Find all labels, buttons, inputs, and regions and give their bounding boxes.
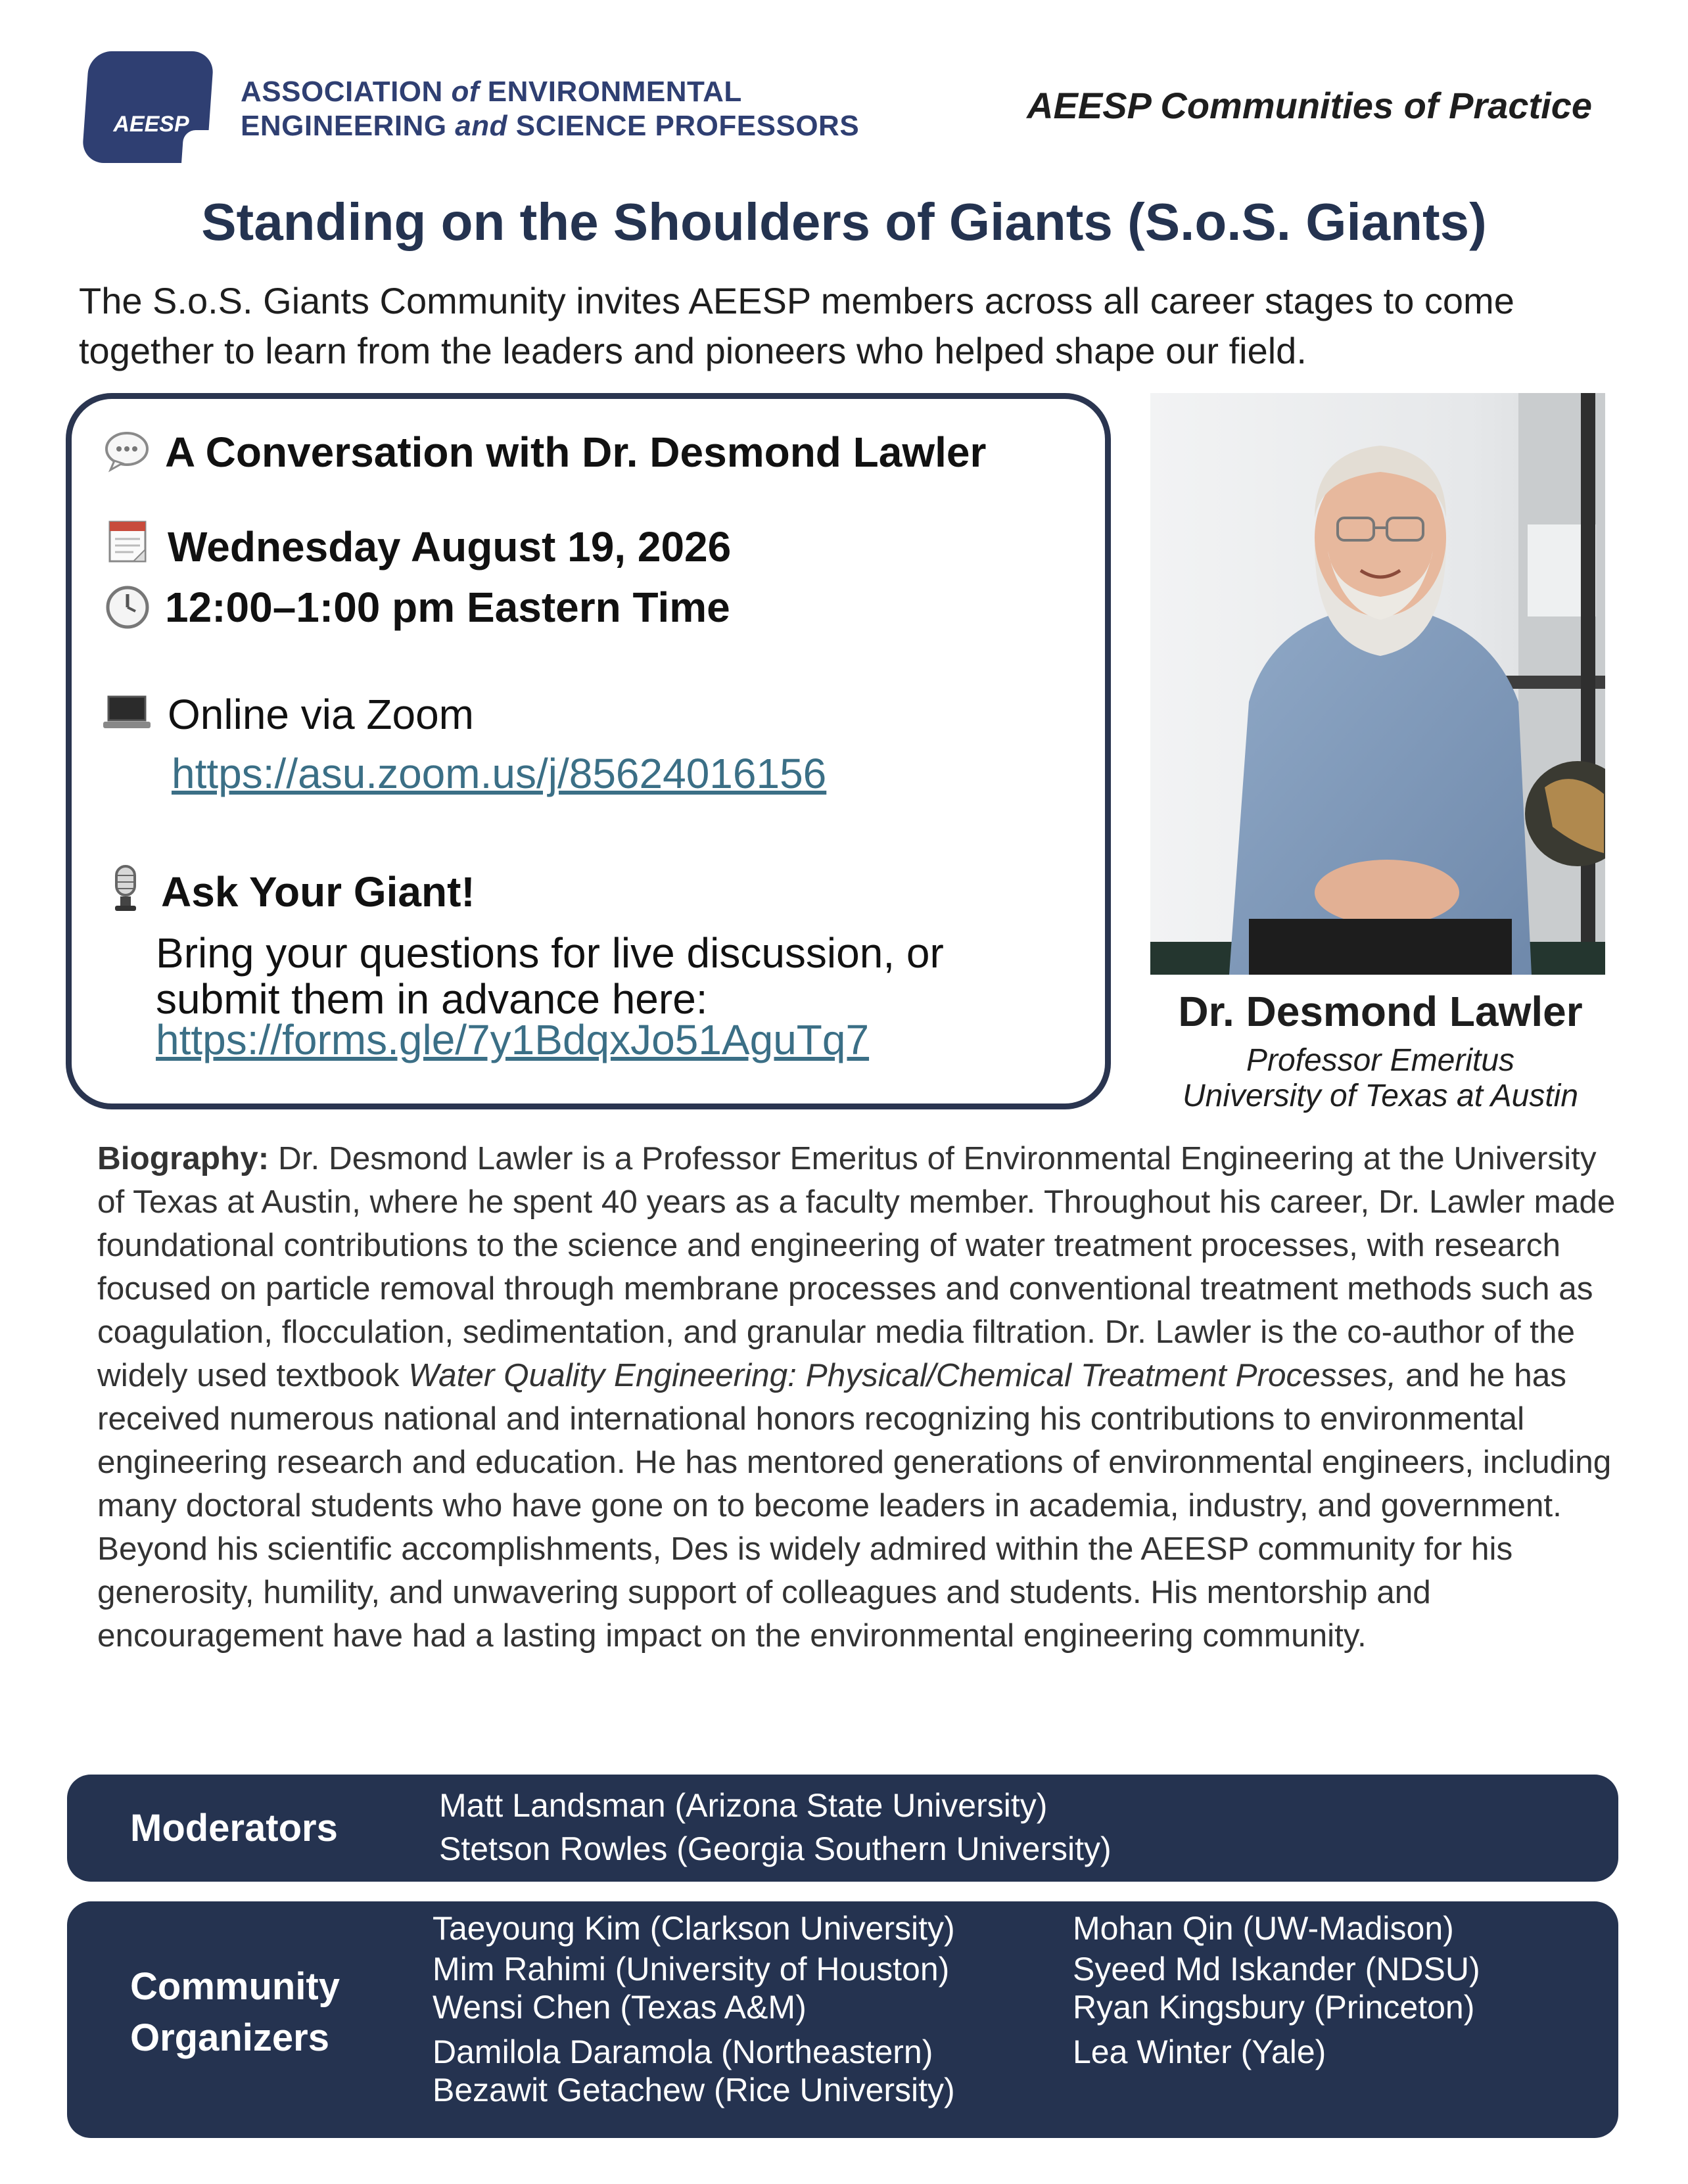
organizers-bar bbox=[67, 1901, 1618, 2138]
event-details-box bbox=[66, 393, 1111, 1109]
speaker-title: Professor Emeritus bbox=[1246, 1043, 1515, 1078]
organizers-label-line1: Community bbox=[130, 1965, 340, 2008]
speaker-affiliation: University of Texas at Austin bbox=[1182, 1079, 1579, 1113]
zoom-link[interactable]: https://asu.zoom.us/j/85624016156 bbox=[172, 750, 827, 797]
biography-text-1: Dr. Desmond Lawler is a Professor Emeritus of Environmental Engineering at the University of Texas at Austin, where he spent 40 years as a faculty member. Throughout his career, Dr. Lawler made foundational contributions to the science and engineering of water treatment processes, with research focused on particle removal through membrane processes and conventional treatment methods such as coagulation, flocculation, sedimentation, and granular media filtration. Dr. Lawler is the co-author of the widely used textbook bbox=[97, 1140, 1616, 1393]
page-title: Standing on the Shoulders of Giants (S.o.S. Giants) bbox=[201, 193, 1487, 251]
organizer-col2-4: Lea Winter (Yale) bbox=[1073, 2033, 1326, 2070]
laptop-icon bbox=[102, 693, 152, 733]
organizer-col2-3: Ryan Kingsbury (Princeton) bbox=[1073, 1989, 1475, 2026]
organizer-col1-5: Bezawit Getachew (Rice University) bbox=[433, 2072, 955, 2108]
organizer-col2-1: Mohan Qin (UW-Madison) bbox=[1073, 1910, 1454, 1947]
biography-paragraph bbox=[97, 1137, 1616, 1658]
conversation-title: A Conversation with Dr. Desmond Lawler bbox=[165, 429, 987, 476]
calendar-icon bbox=[106, 517, 149, 565]
organizer-col1-4: Damilola Daramola (Northeastern) bbox=[433, 2033, 933, 2070]
biography-label: Biography: bbox=[97, 1140, 270, 1176]
ask-line-1: Bring your questions for live discussion, or bbox=[156, 929, 944, 977]
organizers-label-line2: Organizers bbox=[130, 2016, 329, 2059]
book-title: Water Quality Engineering: Physical/Chemical Treatment Processes, bbox=[408, 1357, 1397, 1393]
speech-bubble-icon bbox=[103, 427, 151, 475]
ask-line-2: submit them in advance here: bbox=[156, 975, 708, 1023]
clock-icon bbox=[105, 584, 151, 630]
online-via-zoom: Online via Zoom bbox=[168, 691, 474, 738]
organizer-col1-2: Mim Rahimi (University of Houston) bbox=[433, 1951, 950, 1987]
aeesp-logo bbox=[82, 51, 214, 163]
organizer-col1-1: Taeyoung Kim (Clarkson University) bbox=[433, 1910, 955, 1947]
intro-text: The S.o.S. Giants Community invites AEESP members across all career stages to come together to learn from the leaders and pioneers who helped shape our field. bbox=[79, 280, 1514, 371]
question-form-link[interactable]: https://forms.gle/7y1BdqxJo51AguTq7 bbox=[156, 1016, 870, 1063]
moderator-2: Stetson Rowles (Georgia Southern University) bbox=[439, 1830, 1112, 1867]
communities-heading: AEESP Communities of Practice bbox=[1027, 85, 1592, 126]
org-name-line2: ENGINEERING and SCIENCE PROFESSORS bbox=[241, 110, 860, 142]
speaker-name: Dr. Desmond Lawler bbox=[1178, 988, 1583, 1035]
event-date: Wednesday August 19, 2026 bbox=[168, 523, 732, 570]
biography-text-2: and he has received numerous national and international honors recognizing his contributions to environmental engineering research and education. He has mentored generations of environmental engineers, including many doctoral students who have gone on to become leaders in academia, industry, and government. Beyond his scientific accomplishments, Des is widely admired within the AEESP community for his generosity, humility, and unwavering support of colleagues and students. His mentorship and encouragement have had a lasting impact on the environmental engineering community. bbox=[97, 1357, 1612, 1654]
logo-text: AEESP bbox=[113, 112, 189, 137]
ask-your-giant-heading: Ask Your Giant! bbox=[161, 868, 475, 916]
organizer-col1-3: Wensi Chen (Texas A&M) bbox=[433, 1989, 807, 2026]
moderator-1: Matt Landsman (Arizona State University) bbox=[439, 1787, 1048, 1824]
event-time: 12:00–1:00 pm Eastern Time bbox=[165, 584, 730, 631]
organizer-col2-2: Syeed Md Iskander (NDSU) bbox=[1073, 1951, 1480, 1987]
moderators-label: Moderators bbox=[130, 1807, 338, 1849]
moderators-bar bbox=[67, 1775, 1618, 1882]
org-name-line1: ASSOCIATION of ENVIRONMENTAL bbox=[241, 76, 742, 108]
microphone-icon bbox=[106, 863, 145, 916]
speaker-photo bbox=[1150, 393, 1605, 975]
